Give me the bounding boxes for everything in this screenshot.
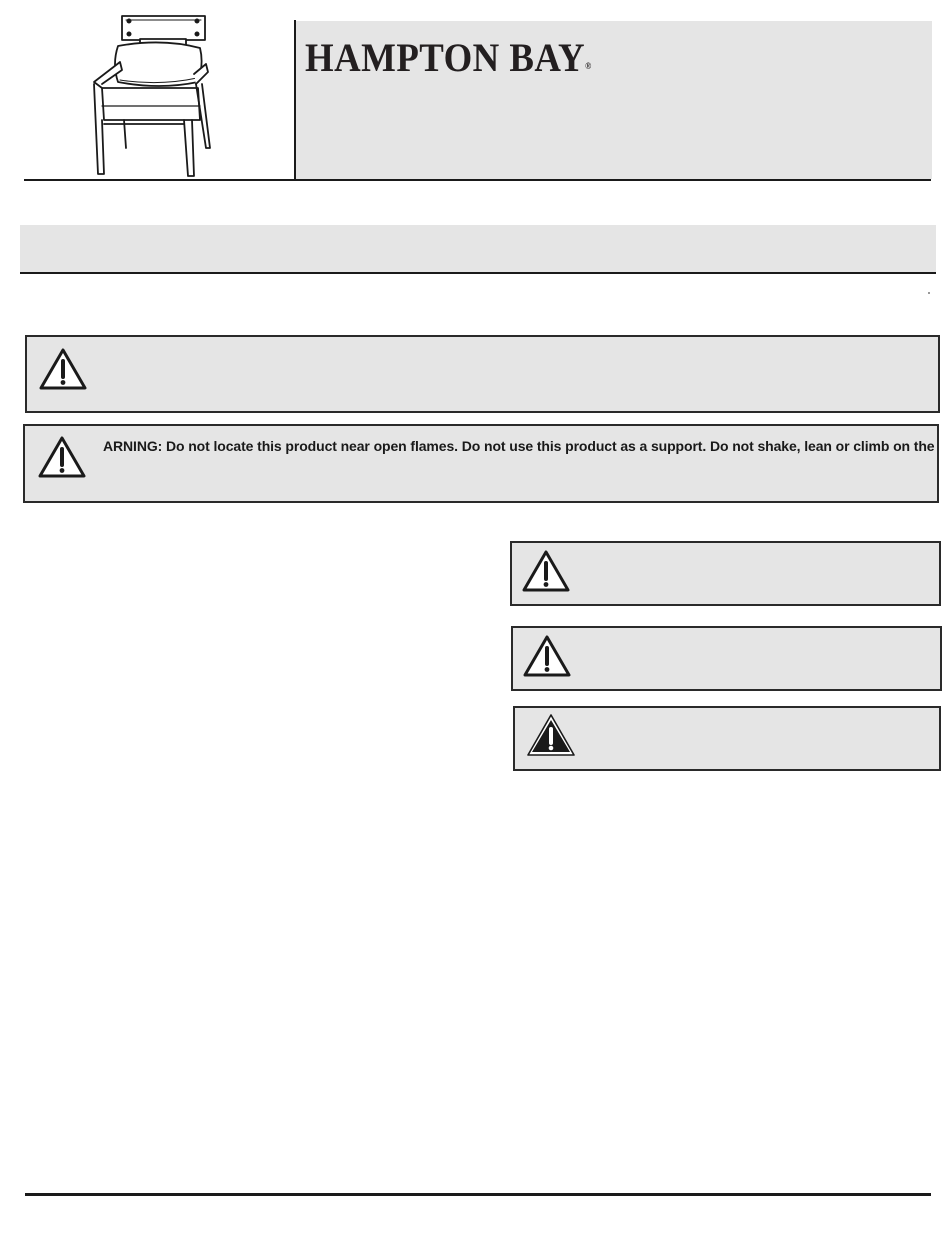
brand-logo — [305, 35, 592, 80]
header-divider — [294, 20, 296, 180]
warning-triangle-icon — [521, 549, 571, 593]
print-mark — [928, 292, 930, 294]
warning-triangle-icon — [37, 435, 87, 479]
warning-box-general — [25, 335, 940, 413]
brand-name: HAMPTON BAY — [305, 35, 586, 80]
warning-triangle-icon — [38, 347, 88, 391]
warning-box-side-1 — [510, 541, 941, 606]
warning-box-side-2 — [511, 626, 942, 691]
registered-mark: ® — [585, 61, 592, 71]
warning-box-side-3 — [513, 706, 941, 771]
warning-triangle-icon — [522, 634, 572, 678]
product-illustration — [80, 12, 220, 178]
footer-rule — [25, 1193, 931, 1196]
warning-triangle-filled-icon — [526, 713, 576, 757]
warning-text-flames: ARNING: Do not locate this product near open flames. Do not use this product as a support. Do not shake, lean or climb on the — [103, 438, 935, 454]
header-bottom-rule — [24, 179, 931, 181]
section-heading-bar — [20, 225, 936, 273]
section-heading-rule — [20, 272, 936, 274]
warning-box-flames — [23, 424, 939, 503]
